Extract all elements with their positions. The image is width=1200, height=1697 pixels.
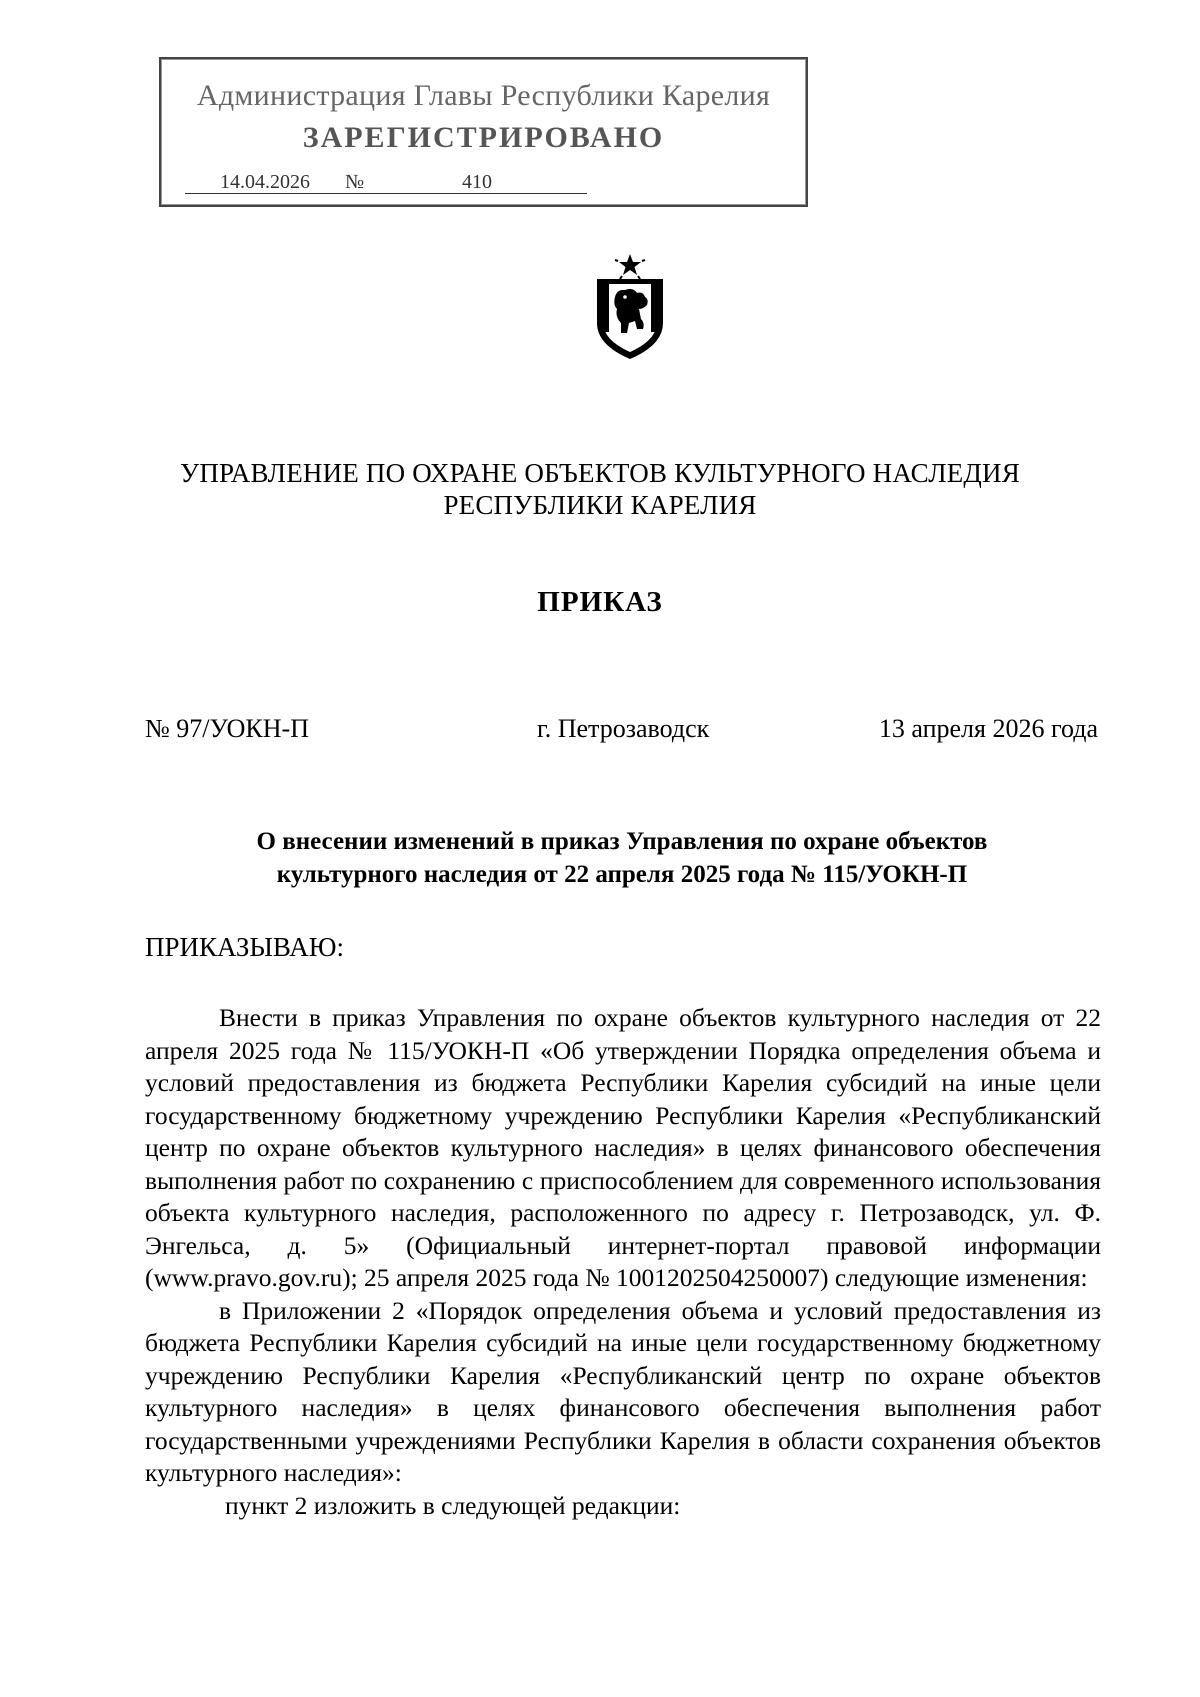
registration-stamp (159, 57, 808, 207)
document-title (145, 825, 1099, 891)
org-name-line2: РЕСПУБЛИКИ КАРЕЛИЯ (443, 490, 757, 520)
title-line1: О внесении изменений в приказ Управления по охране объектов (256, 828, 988, 855)
emblem-star (615, 253, 645, 279)
order-number: № 97/УОКН-П (145, 714, 309, 743)
coat-of-arms-icon (587, 253, 673, 361)
body-paragraph-3: пункт 2 изложить в следующей редакции: (225, 1490, 681, 1520)
order-date: 13 апреля 2026 года (878, 714, 1098, 743)
order-city: г. Петрозаводск (537, 714, 710, 743)
stamp-number: 410 (367, 171, 587, 194)
stamp-authority: Администрация Главы Республики Карелия (196, 79, 771, 112)
body-paragraph-1: Внести в приказ Управления по охране объектов культурного наследия от 22 апреля 2025 года № 115/УОКН-П «Об утверждении Порядка определения объема и условий предоставления из бюджета Республики Карелия субсидий на иные цели государственному бюджетному учреждению Республики Карелия «Республиканский центр по охране объектов культурного наследия» в целях финансового обеспечения выполнения работ по сохранению с приспособлением для современного использования объекта культурного наследия, расположенного по адресу г. Петрозаводск, ул. Ф. Энгельса, д. 5» (Официальный интернет-портал правовой информации (www.pravo.gov.ru); 25 апреля 2025 года № 1001202504250007) следующие изменения: (145, 1003, 1101, 1292)
body-paragraph-2: в Приложении 2 «Порядок определения объема и условий предоставления из бюджета Республики Карелия субсидий на иные цели государственному бюджетному учреждению Республики Карелия «Республиканский центр по охране объектов культурного наследия» в целях финансового обеспечения выполнения работ государственными учреждениями Республики Карелия в области сохранения объектов культурного наследия»: (145, 1295, 1101, 1487)
stamp-number-sign: № (345, 171, 367, 194)
document-type: ПРИКАЗ (537, 586, 663, 618)
stamp-registered: ЗАРЕГИСТРИРОВАНО (302, 121, 665, 154)
title-line2: культурного наследия от 22 апреля 2025 года № 115/УОКН-П (276, 861, 968, 888)
stamp-date: 14.04.2026 (185, 171, 345, 194)
stamp-registration-row (185, 171, 587, 194)
org-name-line1: УПРАВЛЕНИЕ ПО ОХРАНЕ ОБЪЕКТОВ КУЛЬТУРНОГО НАСЛЕДИЯ (180, 458, 1020, 488)
document-body (145, 1002, 1101, 1522)
order-keyword: ПРИКАЗЫВАЮ: (145, 932, 344, 962)
